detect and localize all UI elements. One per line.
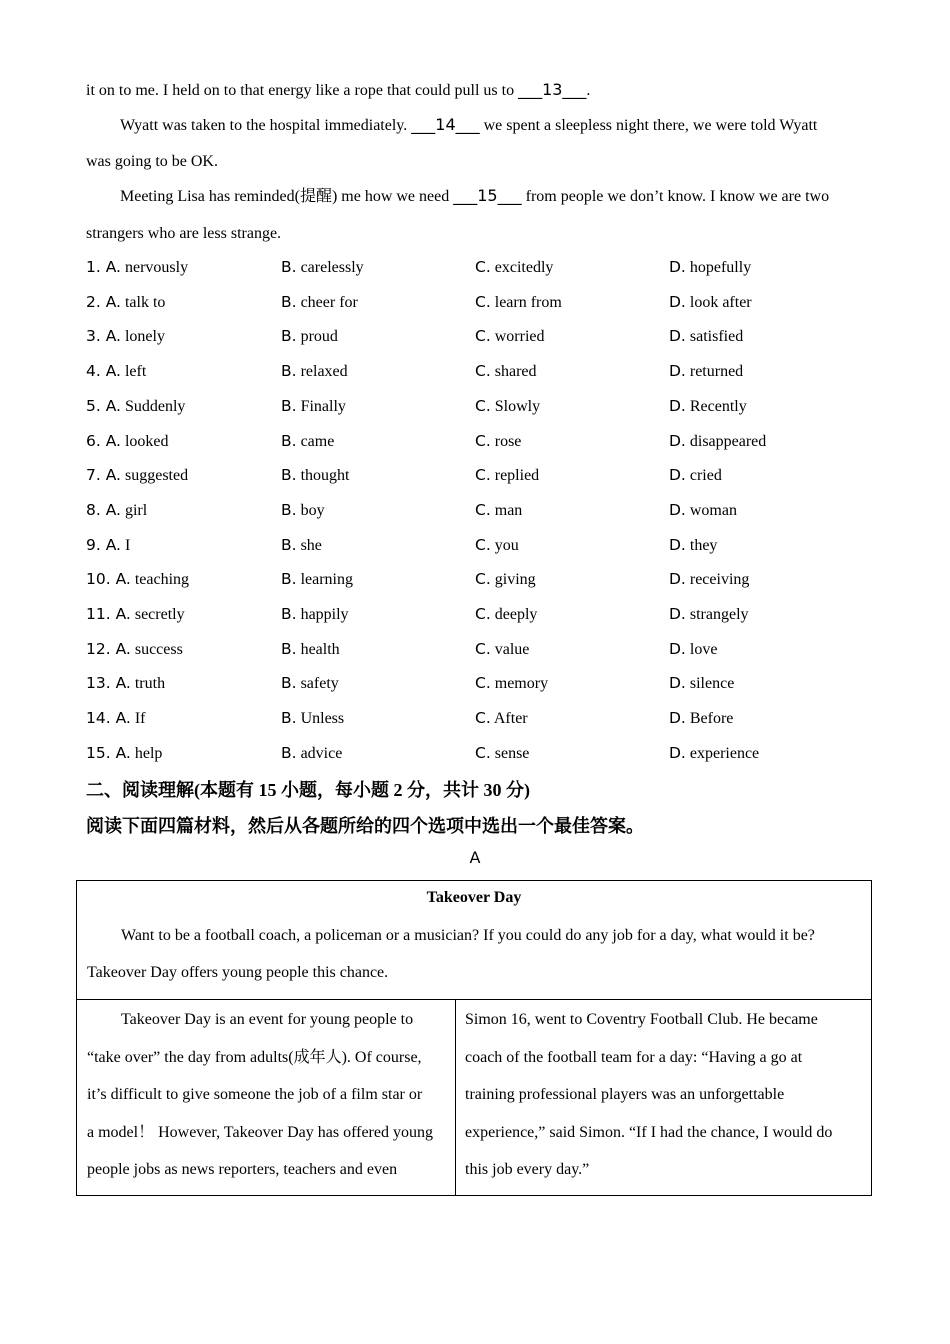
option-label: B. [281, 327, 297, 346]
option-label: B. [281, 362, 297, 381]
option-b [281, 397, 346, 416]
option-text: Slowly [494, 397, 541, 415]
option-text: rose [494, 432, 522, 450]
option-text: Suddenly [124, 397, 186, 415]
option-text: she [300, 536, 322, 554]
option-text: talk to [124, 293, 166, 311]
option-row [86, 432, 866, 456]
option-text: left [124, 363, 147, 381]
option-d [669, 327, 743, 346]
option-text: receiving [689, 571, 750, 589]
option-b [281, 536, 322, 555]
option-text: safety [300, 675, 339, 693]
takeover-left-line: Takeover Day is an event for young people to [121, 1011, 414, 1028]
option-b [281, 258, 364, 277]
passage-text: . [586, 82, 591, 99]
option-label: 4. A. [86, 362, 121, 381]
takeover-left-line: a model！ However, Takeover Day has offered young [87, 1123, 433, 1141]
option-label: B. [281, 292, 297, 311]
option-label: C. [475, 327, 491, 346]
option-c [475, 536, 519, 555]
takeover-left-line: people jobs as news reporters, teachers and even [87, 1161, 398, 1178]
option-text: health [300, 640, 340, 658]
option-text: Unless [300, 710, 345, 728]
option-text: deeply [494, 606, 538, 623]
option-text: experience [689, 744, 760, 762]
option-b [281, 640, 340, 659]
option-label: D. [669, 362, 686, 381]
option-text: boy [300, 501, 325, 519]
option-label: B. [281, 639, 297, 658]
option-text: satisfied [689, 328, 744, 346]
option-label: D. [669, 431, 686, 450]
takeover-header-cell [77, 881, 871, 1000]
option-label: 3. A. [86, 327, 121, 346]
option-label: C. [475, 258, 491, 276]
option-text: advice [300, 744, 343, 762]
option-a [86, 327, 165, 346]
option-label: D. [669, 535, 686, 554]
option-label: B. [281, 258, 297, 276]
option-text: came [300, 432, 335, 450]
option-label: B. [281, 743, 297, 762]
option-a [86, 362, 146, 381]
option-row [86, 501, 866, 525]
option-label: 15. A. [86, 743, 131, 762]
option-label: C. [475, 570, 491, 589]
option-b [281, 570, 353, 589]
option-label: D. [669, 327, 686, 346]
option-label: D. [669, 396, 686, 415]
passage-text: we spent a sleepless night there, we were told Wyatt [479, 117, 818, 134]
option-label: 1. A. [86, 258, 121, 276]
option-label: C. [475, 743, 491, 762]
option-b [281, 744, 342, 763]
option-text: woman [689, 501, 737, 519]
option-c [475, 605, 537, 624]
option-d [669, 709, 733, 728]
option-row [86, 674, 866, 698]
option-row [86, 536, 866, 560]
option-d [669, 258, 751, 277]
option-text: silence [689, 675, 735, 693]
option-text: value [494, 640, 530, 658]
option-label: C. [475, 535, 491, 554]
option-text: happily [300, 606, 349, 623]
option-c [475, 362, 537, 381]
option-text: I [124, 536, 131, 554]
option-label: C. [475, 362, 491, 381]
option-label: D. [669, 605, 686, 623]
option-text: nervously [124, 259, 189, 276]
option-label: D. [669, 292, 686, 311]
option-label: B. [281, 500, 297, 519]
passage-line-2 [86, 107, 900, 144]
option-label: 5. A. [86, 396, 121, 415]
takeover-title: Takeover Day [426, 889, 522, 906]
option-text: proud [300, 328, 338, 346]
takeover-right-cell [465, 1001, 865, 1189]
option-b [281, 674, 339, 693]
passage-line-3: was going to be OK. [86, 153, 218, 170]
option-row [86, 293, 866, 317]
option-text: memory [494, 675, 549, 693]
option-label: C. [475, 674, 491, 693]
option-label: D. [669, 743, 686, 762]
passage-text: Wyatt was taken to the hospital immediately. [120, 117, 412, 134]
option-row [86, 466, 866, 490]
passage-line-4 [86, 178, 900, 215]
option-a [86, 605, 185, 624]
option-a [86, 570, 189, 589]
takeover-right-line: training professional players was an unforgettable [465, 1086, 785, 1103]
option-a [86, 466, 188, 485]
takeover-right-line: coach of the football team for a day: “Having a go at [465, 1048, 803, 1066]
option-label: C. [475, 431, 491, 450]
option-b [281, 327, 338, 346]
option-label: C. [475, 396, 491, 415]
option-text: Recently [689, 397, 747, 415]
option-text: If [134, 710, 146, 728]
option-label: 6. A. [86, 431, 121, 450]
option-text: Before [689, 710, 734, 728]
option-text: cried [689, 467, 722, 485]
option-text: After [493, 710, 528, 728]
option-d [669, 501, 737, 520]
option-label: B. [281, 466, 297, 485]
option-b [281, 501, 325, 520]
option-text: shared [494, 363, 537, 381]
passage-line-5: strangers who are less strange. [86, 225, 282, 242]
option-c [475, 327, 545, 346]
option-b [281, 362, 348, 381]
option-row [86, 362, 866, 386]
option-d [669, 744, 759, 763]
option-row [86, 570, 866, 594]
option-c [475, 466, 539, 485]
option-text: suggested [124, 467, 189, 485]
option-text: secretly [134, 606, 185, 623]
option-a [86, 293, 165, 312]
option-label: D. [669, 500, 686, 519]
option-text: truth [134, 675, 166, 693]
option-text: love [689, 640, 718, 658]
option-a [86, 674, 165, 693]
option-label: D. [669, 466, 686, 485]
option-label: B. [281, 431, 297, 450]
option-text: hopefully [689, 259, 752, 276]
option-label: 14. A. [86, 709, 131, 728]
option-text: learning [300, 571, 353, 589]
option-text: worried [494, 328, 545, 346]
option-c [475, 640, 529, 659]
passage-text: Meeting Lisa has reminded(提醒) me how we need [120, 188, 454, 205]
option-text: carelessly [300, 259, 364, 276]
option-c [475, 432, 521, 451]
option-a [86, 709, 146, 728]
takeover-right-line: this job every day.” [465, 1161, 590, 1178]
option-text: they [689, 536, 718, 554]
option-text: returned [689, 363, 744, 381]
section-heading: 二、阅读理解(本题有 15 小题，每小题 2 分，共计 30 分) [86, 780, 530, 800]
option-c [475, 397, 540, 416]
option-label: C. [475, 709, 491, 728]
option-row [86, 709, 866, 733]
option-label: B. [281, 674, 297, 693]
option-c [475, 258, 553, 277]
option-text: Finally [300, 397, 346, 415]
option-label: C. [475, 605, 491, 623]
option-d [669, 397, 747, 416]
option-d [669, 466, 722, 485]
takeover-left-cell [87, 1001, 449, 1189]
option-a [86, 432, 169, 451]
option-label: 9. A. [86, 535, 121, 554]
option-d [669, 432, 766, 451]
takeover-intro [87, 917, 863, 991]
option-d [669, 674, 734, 693]
option-c [475, 293, 562, 312]
intro-line-2: Takeover Day offers young people this chance. [87, 964, 389, 981]
option-text: replied [494, 467, 540, 485]
option-row [86, 397, 866, 421]
option-label: D. [669, 709, 686, 728]
option-text: teaching [134, 571, 190, 589]
option-label: 12. A. [86, 639, 131, 658]
option-text: success [134, 640, 183, 658]
option-label: C. [475, 466, 491, 485]
takeover-right-line: Simon 16, went to Coventry Football Club. He became [465, 1011, 818, 1028]
option-b [281, 432, 334, 451]
option-a [86, 258, 188, 277]
intro-line-1: Want to be a football coach, a policeman or a musician? If you could do any job for a day, what would it be? [121, 927, 815, 944]
option-text: look after [689, 293, 752, 311]
option-label: D. [669, 258, 686, 276]
option-a [86, 397, 185, 416]
option-text: cheer for [300, 293, 358, 311]
option-a [86, 536, 130, 555]
option-label: B. [281, 570, 297, 589]
passage-text: from people we don’t know. I know we are two [521, 188, 830, 205]
option-b [281, 709, 344, 728]
option-text: strangely [689, 606, 749, 623]
option-text: man [494, 501, 523, 519]
takeover-left-line: it’s difficult to give someone the job of a film star or [87, 1086, 423, 1103]
option-text: excitedly [494, 259, 554, 276]
option-label: C. [475, 500, 491, 519]
column-divider [455, 1000, 456, 1196]
option-c [475, 709, 528, 728]
option-text: you [494, 536, 519, 554]
option-label: B. [281, 535, 297, 554]
option-text: disappeared [689, 432, 767, 450]
option-row [86, 258, 866, 282]
option-text: relaxed [300, 363, 348, 381]
option-row [86, 744, 866, 768]
option-a [86, 640, 183, 659]
passage-line-1 [86, 72, 866, 109]
option-label: D. [669, 639, 686, 658]
option-d [669, 640, 717, 659]
option-label: D. [669, 674, 686, 693]
option-a [86, 744, 162, 763]
option-label: 7. A. [86, 466, 121, 485]
option-text: looked [124, 432, 169, 450]
option-d [669, 536, 717, 555]
option-row [86, 605, 866, 629]
section-instruction: 阅读下面四篇材料，然后从各题所给的四个选项中选出一个最佳答案。 [86, 816, 644, 836]
takeover-left-line: “take over” the day from adults(成年人). Of course, [87, 1048, 422, 1066]
blank-15: ___15___ [453, 186, 522, 205]
blank-13: ___13___ [518, 80, 587, 99]
option-label: C. [475, 292, 491, 311]
option-a [86, 501, 147, 520]
option-label: C. [475, 639, 491, 658]
option-text: help [134, 744, 163, 762]
option-label: 2. A. [86, 292, 121, 311]
option-row [86, 640, 866, 664]
option-d [669, 605, 749, 624]
option-label: B. [281, 605, 297, 623]
option-text: thought [300, 467, 350, 485]
option-label: 10. A. [86, 570, 131, 589]
option-d [669, 570, 749, 589]
option-label: B. [281, 709, 297, 728]
option-d [669, 362, 743, 381]
option-c [475, 744, 529, 763]
takeover-right-line: experience,” said Simon. “If I had the chance, I would do [465, 1123, 833, 1141]
option-row [86, 327, 866, 351]
passage-text: it on to me. I held on to that energy like a rope that could pull us to [86, 82, 519, 99]
passage-label: A [469, 848, 481, 867]
option-label: 13. A. [86, 674, 131, 693]
option-b [281, 293, 358, 312]
option-label: 8. A. [86, 500, 121, 519]
option-text: girl [124, 501, 148, 519]
option-c [475, 501, 522, 520]
takeover-table [76, 880, 872, 1196]
option-text: sense [494, 744, 530, 762]
option-c [475, 674, 548, 693]
option-label: D. [669, 570, 686, 589]
option-label: B. [281, 396, 297, 415]
option-c [475, 570, 536, 589]
option-b [281, 466, 349, 485]
option-text: learn from [494, 293, 562, 311]
blank-14: ___14___ [411, 115, 480, 134]
option-label: 11. A. [86, 605, 131, 623]
option-b [281, 605, 349, 624]
option-text: giving [494, 571, 536, 589]
option-d [669, 293, 752, 312]
option-text: lonely [124, 328, 165, 346]
